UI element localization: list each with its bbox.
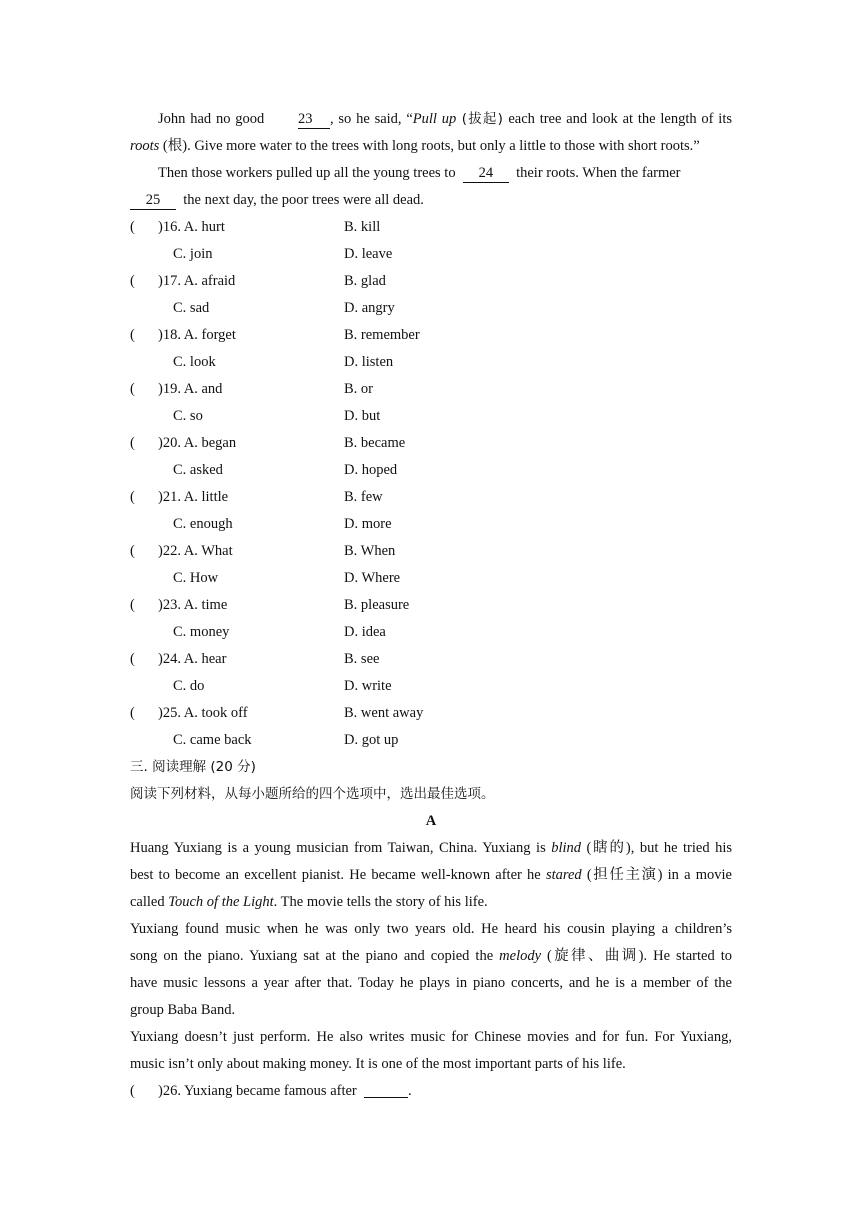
answer-bracket[interactable]: ( xyxy=(130,597,135,613)
question-row-2 xyxy=(130,457,732,484)
answer-bracket[interactable]: ( xyxy=(130,327,135,343)
question-row-2 xyxy=(130,241,732,268)
reading-line-3: called Touch of the Light. The movie tells the story of his life. xyxy=(130,894,488,910)
option-b: B. went away xyxy=(344,705,424,721)
option-b: B. few xyxy=(344,489,383,505)
question-list xyxy=(130,214,732,754)
option-c: C. asked xyxy=(173,462,223,478)
answer-bracket[interactable]: ( xyxy=(130,489,135,505)
option-a: )22. A. What xyxy=(158,543,233,559)
passage-line-2: roots (根). Give more water to the trees with long roots, but only a little to those with short roots.” xyxy=(130,138,700,154)
option-d: D. got up xyxy=(344,732,399,748)
reading-line-1: Huang Yuxiang is a young musician from Taiwan, China. Yuxiang is blind (瞎的), but he tried his xyxy=(130,840,732,856)
question-row xyxy=(130,646,732,673)
answer-bracket[interactable]: ( xyxy=(130,273,135,289)
option-a: )25. A. took off xyxy=(158,705,248,721)
option-c: C. join xyxy=(173,246,213,262)
passage-label: A xyxy=(425,813,437,829)
option-d: D. Where xyxy=(344,570,401,586)
answer-bracket[interactable]: ( xyxy=(130,381,135,397)
section-instructions: 阅读下列材料，从每小题所给的四个选项中，选出最佳选项。 xyxy=(130,786,495,802)
answer-bracket[interactable]: ( xyxy=(130,435,135,451)
option-b: B. glad xyxy=(344,273,386,289)
reading-line-9: music isn’t only about making money. It is one of the most important parts of his life. xyxy=(130,1056,626,1072)
option-d: D. angry xyxy=(344,300,395,316)
option-c: C. How xyxy=(173,570,219,586)
option-c: C. look xyxy=(173,354,216,370)
passage-line-1: John had no good 23 , so he said, “Pull up (拔起) each tree and look at the length of its xyxy=(158,111,733,127)
option-d: D. leave xyxy=(344,246,393,262)
answer-bracket[interactable]: ( xyxy=(130,219,135,235)
option-b: B. remember xyxy=(344,327,420,343)
reading-line-4: Yuxiang found music when he was only two years old. He heard his cousin playing a children’s xyxy=(130,921,732,937)
answer-bracket[interactable]: ( xyxy=(130,705,135,721)
option-a: )23. A. time xyxy=(158,597,228,613)
option-c: C. came back xyxy=(173,732,252,748)
answer-bracket[interactable]: ( xyxy=(130,543,135,559)
question-row-2 xyxy=(130,619,732,646)
option-d: D. hoped xyxy=(344,462,398,478)
question-row xyxy=(130,700,732,727)
blank-24: 24 xyxy=(463,165,509,183)
option-c: C. enough xyxy=(173,516,233,532)
reading-line-8: Yuxiang doesn’t just perform. He also writes music for Chinese movies and for fun. For Yuxiang, xyxy=(130,1029,732,1045)
option-b: B. When xyxy=(344,543,396,559)
option-d: D. but xyxy=(344,408,381,424)
option-a: )18. A. forget xyxy=(158,327,236,343)
answer-blank-26[interactable] xyxy=(364,1080,408,1098)
option-d: D. write xyxy=(344,678,392,694)
option-b: B. or xyxy=(344,381,373,397)
option-d: D. more xyxy=(344,516,392,532)
question-26: ( )26. Yuxiang became famous after . xyxy=(130,1078,732,1105)
passage-line-3: Then those workers pulled up all the young trees to 24 their roots. When the farmer xyxy=(158,165,681,181)
question-row-2 xyxy=(130,727,732,754)
question-row xyxy=(130,376,732,403)
passage-line-4: 25 the next day, the poor trees were all dead. xyxy=(130,187,732,214)
question-row-2 xyxy=(130,295,732,322)
question-row-2 xyxy=(130,565,732,592)
blank-23: 23 xyxy=(298,111,330,129)
option-b: B. pleasure xyxy=(344,597,410,613)
question-row xyxy=(130,322,732,349)
blank-25: 25 xyxy=(130,192,176,210)
question-row xyxy=(130,430,732,457)
option-c: C. so xyxy=(173,408,203,424)
reading-line-2: best to become an excellent pianist. He became well-known after he stared (担任主演) in a movie xyxy=(130,867,732,883)
question-row xyxy=(130,484,732,511)
question-row xyxy=(130,538,732,565)
reading-line-6: have music lessons a year after that. Today he plays in piano concerts, and he is a member of the xyxy=(130,975,732,991)
option-a: )21. A. little xyxy=(158,489,229,505)
reading-line-5: song on the piano. Yuxiang sat at the piano and copied the melody (旋律、曲调). He started to xyxy=(130,948,732,964)
option-a: )19. A. and xyxy=(158,381,223,397)
answer-bracket[interactable]: ( xyxy=(130,651,135,667)
question-row-2 xyxy=(130,349,732,376)
option-b: B. see xyxy=(344,651,380,667)
option-a: )16. A. hurt xyxy=(158,219,225,235)
option-d: D. idea xyxy=(344,624,386,640)
reading-line-7: group Baba Band. xyxy=(130,1002,236,1018)
option-c: C. do xyxy=(173,678,205,694)
option-a: )20. A. began xyxy=(158,435,237,451)
option-c: C. money xyxy=(173,624,230,640)
question-row xyxy=(130,268,732,295)
question-row-2 xyxy=(130,403,732,430)
section-heading: 三. 阅读理解 (20 分) xyxy=(130,759,256,775)
question-row xyxy=(130,592,732,619)
option-d: D. listen xyxy=(344,354,394,370)
option-b: B. kill xyxy=(344,219,381,235)
document-content xyxy=(130,106,732,1105)
option-b: B. became xyxy=(344,435,406,451)
question-row xyxy=(130,214,732,241)
question-row-2 xyxy=(130,673,732,700)
option-c: C. sad xyxy=(173,300,210,316)
option-a: )17. A. afraid xyxy=(158,273,236,289)
question-row-2 xyxy=(130,511,732,538)
option-a: )24. A. hear xyxy=(158,651,227,667)
